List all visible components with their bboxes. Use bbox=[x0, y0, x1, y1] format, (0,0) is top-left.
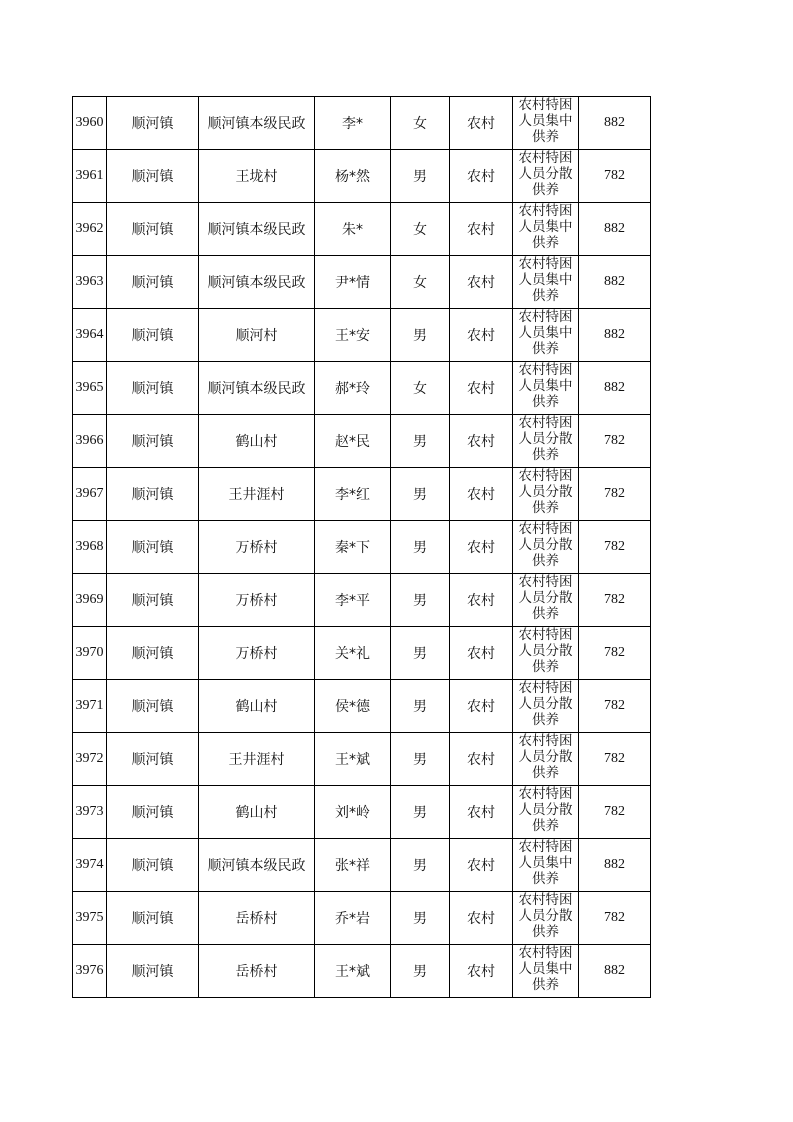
sex-cell: 男 bbox=[391, 945, 450, 998]
town-cell: 顺河镇 bbox=[107, 839, 199, 892]
amount-cell: 782 bbox=[579, 786, 651, 839]
person-name-cell: 王*安 bbox=[315, 309, 391, 362]
village-cell: 万桥村 bbox=[199, 574, 315, 627]
person-name-cell: 乔*岩 bbox=[315, 892, 391, 945]
town-cell: 顺河镇 bbox=[107, 574, 199, 627]
table-row bbox=[73, 521, 651, 574]
serial-number-cell: 3969 bbox=[73, 574, 107, 627]
roster-table bbox=[72, 96, 651, 998]
support-type-cell bbox=[513, 786, 579, 839]
amount-cell: 782 bbox=[579, 733, 651, 786]
table-row bbox=[73, 574, 651, 627]
person-name-cell: 杨*然 bbox=[315, 150, 391, 203]
roster-sheet bbox=[72, 96, 651, 998]
town-cell: 顺河镇 bbox=[107, 150, 199, 203]
sex-cell: 男 bbox=[391, 680, 450, 733]
amount-cell: 882 bbox=[579, 945, 651, 998]
sex-cell: 男 bbox=[391, 574, 450, 627]
amount-cell: 882 bbox=[579, 839, 651, 892]
town-cell: 顺河镇 bbox=[107, 256, 199, 309]
village-cell: 鹤山村 bbox=[199, 680, 315, 733]
serial-number-cell: 3972 bbox=[73, 733, 107, 786]
support-type-cell bbox=[513, 574, 579, 627]
serial-number-cell: 3965 bbox=[73, 362, 107, 415]
town-cell: 顺河镇 bbox=[107, 680, 199, 733]
sex-cell: 男 bbox=[391, 521, 450, 574]
town-cell: 顺河镇 bbox=[107, 945, 199, 998]
table-row bbox=[73, 627, 651, 680]
serial-number-cell: 3968 bbox=[73, 521, 107, 574]
sex-cell: 男 bbox=[391, 627, 450, 680]
serial-number-cell: 3964 bbox=[73, 309, 107, 362]
support-type-text: 农村特困人员集中供养 bbox=[518, 945, 573, 993]
support-type-text: 农村特困人员集中供养 bbox=[518, 362, 573, 410]
village-cell: 顺河镇本级民政 bbox=[199, 203, 315, 256]
village-cell: 王井涯村 bbox=[199, 733, 315, 786]
area-type-cell: 农村 bbox=[450, 892, 513, 945]
town-cell: 顺河镇 bbox=[107, 362, 199, 415]
support-type-text: 农村特困人员分散供养 bbox=[518, 680, 573, 728]
area-type-cell: 农村 bbox=[450, 839, 513, 892]
sex-cell: 男 bbox=[391, 733, 450, 786]
table-row bbox=[73, 945, 651, 998]
serial-number-cell: 3961 bbox=[73, 150, 107, 203]
support-type-cell bbox=[513, 256, 579, 309]
sex-cell: 男 bbox=[391, 415, 450, 468]
support-type-cell bbox=[513, 733, 579, 786]
support-type-cell bbox=[513, 415, 579, 468]
village-cell: 顺河村 bbox=[199, 309, 315, 362]
village-cell: 王垅村 bbox=[199, 150, 315, 203]
table-row bbox=[73, 680, 651, 733]
serial-number-cell: 3974 bbox=[73, 839, 107, 892]
village-cell: 万桥村 bbox=[199, 521, 315, 574]
area-type-cell: 农村 bbox=[450, 733, 513, 786]
village-cell: 岳桥村 bbox=[199, 945, 315, 998]
support-type-cell bbox=[513, 150, 579, 203]
support-type-text: 农村特困人员分散供养 bbox=[518, 150, 573, 198]
town-cell: 顺河镇 bbox=[107, 521, 199, 574]
area-type-cell: 农村 bbox=[450, 521, 513, 574]
area-type-cell: 农村 bbox=[450, 97, 513, 150]
table-row bbox=[73, 468, 651, 521]
amount-cell: 782 bbox=[579, 574, 651, 627]
sex-cell: 女 bbox=[391, 97, 450, 150]
town-cell: 顺河镇 bbox=[107, 97, 199, 150]
town-cell: 顺河镇 bbox=[107, 892, 199, 945]
support-type-cell bbox=[513, 362, 579, 415]
amount-cell: 882 bbox=[579, 203, 651, 256]
serial-number-cell: 3970 bbox=[73, 627, 107, 680]
table-row bbox=[73, 150, 651, 203]
amount-cell: 782 bbox=[579, 680, 651, 733]
amount-cell: 882 bbox=[579, 97, 651, 150]
serial-number-cell: 3963 bbox=[73, 256, 107, 309]
support-type-text: 农村特困人员集中供养 bbox=[518, 839, 573, 887]
table-row bbox=[73, 256, 651, 309]
support-type-text: 农村特困人员分散供养 bbox=[518, 521, 573, 569]
town-cell: 顺河镇 bbox=[107, 203, 199, 256]
support-type-text: 农村特困人员分散供养 bbox=[518, 415, 573, 463]
serial-number-cell: 3962 bbox=[73, 203, 107, 256]
town-cell: 顺河镇 bbox=[107, 468, 199, 521]
person-name-cell: 关*礼 bbox=[315, 627, 391, 680]
person-name-cell: 侯*德 bbox=[315, 680, 391, 733]
support-type-text: 农村特困人员分散供养 bbox=[518, 786, 573, 834]
person-name-cell: 赵*民 bbox=[315, 415, 391, 468]
amount-cell: 882 bbox=[579, 309, 651, 362]
person-name-cell: 李*平 bbox=[315, 574, 391, 627]
support-type-text: 农村特困人员集中供养 bbox=[518, 203, 573, 251]
support-type-cell bbox=[513, 945, 579, 998]
support-type-text: 农村特困人员集中供养 bbox=[518, 97, 573, 145]
person-name-cell: 秦*下 bbox=[315, 521, 391, 574]
amount-cell: 882 bbox=[579, 362, 651, 415]
sex-cell: 男 bbox=[391, 839, 450, 892]
person-name-cell: 李* bbox=[315, 97, 391, 150]
area-type-cell: 农村 bbox=[450, 362, 513, 415]
area-type-cell: 农村 bbox=[450, 627, 513, 680]
table-row bbox=[73, 415, 651, 468]
sex-cell: 女 bbox=[391, 256, 450, 309]
serial-number-cell: 3975 bbox=[73, 892, 107, 945]
amount-cell: 782 bbox=[579, 627, 651, 680]
area-type-cell: 农村 bbox=[450, 256, 513, 309]
person-name-cell: 王*斌 bbox=[315, 945, 391, 998]
table-row bbox=[73, 309, 651, 362]
town-cell: 顺河镇 bbox=[107, 415, 199, 468]
table-row bbox=[73, 733, 651, 786]
support-type-cell bbox=[513, 892, 579, 945]
town-cell: 顺河镇 bbox=[107, 786, 199, 839]
person-name-cell: 郝*玲 bbox=[315, 362, 391, 415]
serial-number-cell: 3966 bbox=[73, 415, 107, 468]
serial-number-cell: 3976 bbox=[73, 945, 107, 998]
town-cell: 顺河镇 bbox=[107, 733, 199, 786]
table-row bbox=[73, 362, 651, 415]
amount-cell: 782 bbox=[579, 468, 651, 521]
serial-number-cell: 3971 bbox=[73, 680, 107, 733]
area-type-cell: 农村 bbox=[450, 203, 513, 256]
person-name-cell: 尹*情 bbox=[315, 256, 391, 309]
town-cell: 顺河镇 bbox=[107, 627, 199, 680]
area-type-cell: 农村 bbox=[450, 574, 513, 627]
support-type-cell bbox=[513, 97, 579, 150]
area-type-cell: 农村 bbox=[450, 680, 513, 733]
sex-cell: 男 bbox=[391, 150, 450, 203]
table-row bbox=[73, 97, 651, 150]
amount-cell: 782 bbox=[579, 415, 651, 468]
sex-cell: 女 bbox=[391, 203, 450, 256]
serial-number-cell: 3973 bbox=[73, 786, 107, 839]
support-type-text: 农村特困人员分散供养 bbox=[518, 627, 573, 675]
village-cell: 顺河镇本级民政 bbox=[199, 97, 315, 150]
area-type-cell: 农村 bbox=[450, 309, 513, 362]
support-type-cell bbox=[513, 839, 579, 892]
village-cell: 顺河镇本级民政 bbox=[199, 362, 315, 415]
area-type-cell: 农村 bbox=[450, 468, 513, 521]
support-type-text: 农村特困人员分散供养 bbox=[518, 468, 573, 516]
amount-cell: 882 bbox=[579, 256, 651, 309]
village-cell: 顺河镇本级民政 bbox=[199, 839, 315, 892]
area-type-cell: 农村 bbox=[450, 415, 513, 468]
support-type-cell bbox=[513, 309, 579, 362]
person-name-cell: 张*祥 bbox=[315, 839, 391, 892]
village-cell: 鹤山村 bbox=[199, 415, 315, 468]
village-cell: 顺河镇本级民政 bbox=[199, 256, 315, 309]
village-cell: 岳桥村 bbox=[199, 892, 315, 945]
amount-cell: 782 bbox=[579, 892, 651, 945]
support-type-text: 农村特困人员集中供养 bbox=[518, 256, 573, 304]
sex-cell: 男 bbox=[391, 309, 450, 362]
support-type-text: 农村特困人员分散供养 bbox=[518, 892, 573, 940]
table-row bbox=[73, 786, 651, 839]
person-name-cell: 朱* bbox=[315, 203, 391, 256]
table-row bbox=[73, 203, 651, 256]
sex-cell: 女 bbox=[391, 362, 450, 415]
support-type-cell bbox=[513, 203, 579, 256]
amount-cell: 782 bbox=[579, 150, 651, 203]
village-cell: 鹤山村 bbox=[199, 786, 315, 839]
support-type-cell bbox=[513, 468, 579, 521]
serial-number-cell: 3960 bbox=[73, 97, 107, 150]
person-name-cell: 刘*岭 bbox=[315, 786, 391, 839]
support-type-cell bbox=[513, 521, 579, 574]
area-type-cell: 农村 bbox=[450, 786, 513, 839]
amount-cell: 782 bbox=[579, 521, 651, 574]
sex-cell: 男 bbox=[391, 892, 450, 945]
support-type-cell bbox=[513, 627, 579, 680]
person-name-cell: 王*斌 bbox=[315, 733, 391, 786]
table-row bbox=[73, 892, 651, 945]
table-row bbox=[73, 839, 651, 892]
person-name-cell: 李*红 bbox=[315, 468, 391, 521]
area-type-cell: 农村 bbox=[450, 945, 513, 998]
serial-number-cell: 3967 bbox=[73, 468, 107, 521]
village-cell: 万桥村 bbox=[199, 627, 315, 680]
sex-cell: 男 bbox=[391, 468, 450, 521]
table-body bbox=[73, 97, 651, 998]
sex-cell: 男 bbox=[391, 786, 450, 839]
town-cell: 顺河镇 bbox=[107, 309, 199, 362]
area-type-cell: 农村 bbox=[450, 150, 513, 203]
support-type-text: 农村特困人员分散供养 bbox=[518, 574, 573, 622]
support-type-text: 农村特困人员集中供养 bbox=[518, 309, 573, 357]
support-type-cell bbox=[513, 680, 579, 733]
support-type-text: 农村特困人员分散供养 bbox=[518, 733, 573, 781]
village-cell: 王井涯村 bbox=[199, 468, 315, 521]
